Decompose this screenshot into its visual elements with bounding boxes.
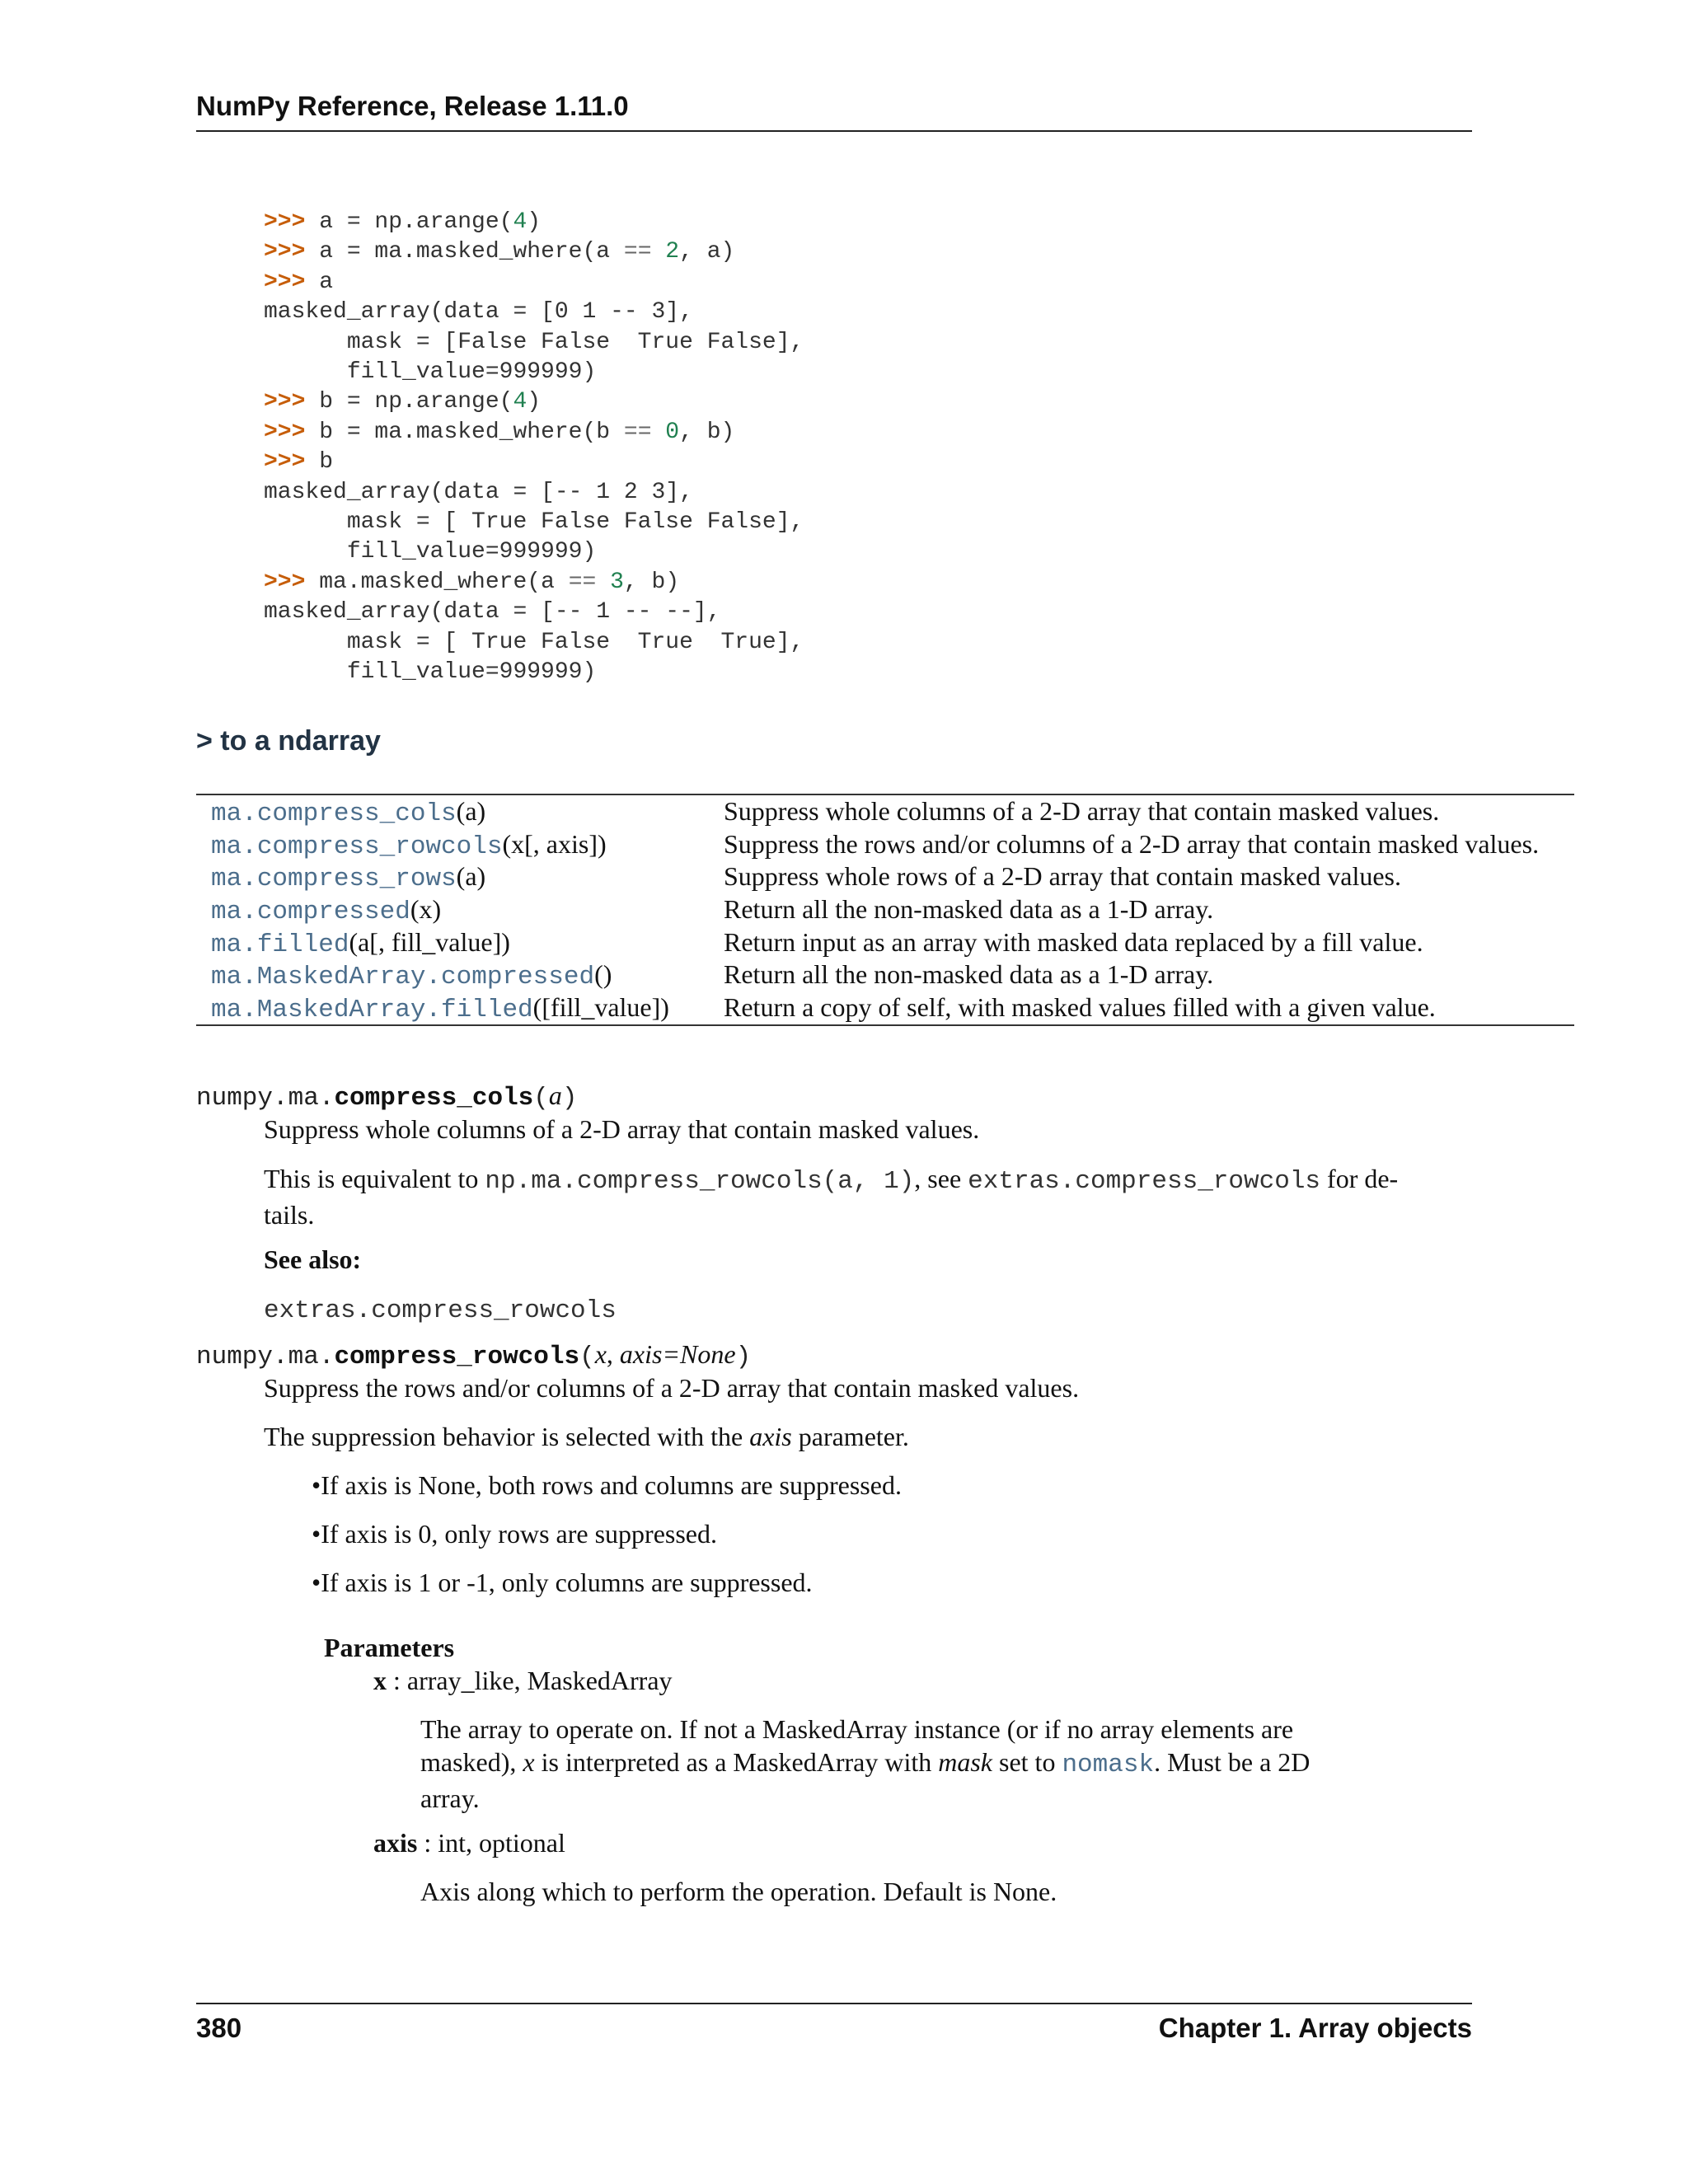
function-description: Return a copy of self, with masked values filled with a given value. <box>724 992 1436 1023</box>
function-link[interactable]: compressed <box>256 898 410 927</box>
function-description: Suppress the rows and/or columns of a 2-D array that contain masked values. <box>724 828 1540 859</box>
code-output: fill_value=999999) <box>264 359 597 386</box>
equivalence-note: This is equivalent to np.ma.compress_rowcols(a, 1), see extras.compress_rowcols for de- tails. <box>264 1164 1399 1230</box>
code-line: >>> ma.masked_where(a == 3, b) <box>264 569 680 595</box>
nomask-link[interactable]: nomask <box>1062 1750 1155 1779</box>
page-footer <box>196 2003 1472 2043</box>
function-name: compress_rowcols <box>334 1343 580 1371</box>
function-signature: numpy.ma.compress_rowcols(x, axis=None) <box>196 1339 752 1371</box>
function-ref[interactable]: ma.compress_cols(a) <box>211 796 486 828</box>
behavior-note: The suppression behavior is selected with the axis parameter. <box>264 1422 909 1451</box>
chapter-title: Chapter 1. Array objects <box>1158 2013 1472 2043</box>
code-output: masked_array(data = [0 1 -- 3], <box>264 299 693 326</box>
code-output: mask = [ True False True True], <box>264 629 804 655</box>
table-row <box>196 893 1574 926</box>
summary-table <box>196 794 1574 1026</box>
table-row <box>196 926 1574 959</box>
code-output: masked_array(data = [-- 1 2 3], <box>264 479 693 505</box>
code-output: masked_array(data = [-- 1 -- --], <box>264 599 721 626</box>
code-line: >>> a <box>264 269 334 295</box>
code-example <box>264 208 804 688</box>
function-ref[interactable]: ma.compress_rows(a) <box>211 861 486 894</box>
function-description: Return all the non-masked data as a 1-D array. <box>724 894 1214 925</box>
code-output: mask = [ True False False False], <box>264 509 804 536</box>
code-output: fill_value=999999) <box>264 539 597 565</box>
running-title: NumPy Reference, Release 1.11.0 <box>196 91 629 121</box>
code-output: mask = [False False True False], <box>264 329 804 355</box>
function-description: Return all the non-masked data as a 1-D array. <box>724 959 1214 990</box>
table-row <box>196 991 1574 1024</box>
param-x-description: The array to operate on. If not a MaskedArray instance (or if no array elements are masked), x is interpreted as a MaskedArray with mask set to nomask. Must be a 2D array. <box>420 1714 1311 1813</box>
function-ref[interactable]: ma.MaskedArray.compressed() <box>211 959 612 992</box>
function-ref[interactable]: ma.filled(a[, fill_value]) <box>211 926 510 959</box>
code-output: fill_value=999999) <box>264 659 597 686</box>
see-also-heading: See also: <box>264 1244 362 1274</box>
table-row <box>196 958 1574 991</box>
function-ref[interactable]: ma.MaskedArray.filled([fill_value]) <box>211 992 669 1025</box>
list-item: •If axis is 1 or -1, only columns are suppressed. <box>312 1568 813 1597</box>
code-line: >>> b <box>264 449 334 476</box>
code-line: >>> a = ma.masked_where(a == 2, a) <box>264 239 735 265</box>
table-row <box>196 795 1574 828</box>
function-description: Suppress whole columns of a 2-D array that contain masked values. <box>724 796 1440 826</box>
list-item: •If axis is 0, only rows are suppressed. <box>312 1519 717 1549</box>
code-line: >>> b = ma.masked_where(b == 0, b) <box>264 419 735 445</box>
table-row <box>196 828 1574 861</box>
list-item: •If axis is None, both rows and columns are suppressed. <box>312 1470 902 1500</box>
function-ref[interactable]: ma.compressed(x) <box>211 894 442 927</box>
function-link[interactable]: compress_rowcols <box>256 832 503 861</box>
section-heading: > to a ndarray <box>196 725 381 757</box>
page-header <box>196 91 1472 132</box>
code-line: >>> b = np.arange(4) <box>264 389 542 415</box>
table-row <box>196 860 1574 893</box>
function-link[interactable]: filled <box>256 930 349 959</box>
function-description: Return input as an array with masked data replaced by a fill value. <box>724 926 1423 957</box>
function-ref[interactable]: ma.compress_rowcols(x[, axis]) <box>211 828 607 861</box>
parameters-heading: Parameters <box>324 1633 455 1662</box>
see-also-item[interactable]: extras.compress_rowcols <box>264 1296 617 1325</box>
param-axis: axis : int, optional <box>373 1828 565 1858</box>
function-summary: Suppress the rows and/or columns of a 2-D array that contain masked values. <box>264 1373 1080 1403</box>
function-signature: numpy.ma.compress_cols(a) <box>196 1080 578 1113</box>
param-axis-description: Axis along which to perform the operation. Default is None. <box>420 1877 1057 1906</box>
function-description: Suppress whole rows of a 2-D array that contain masked values. <box>724 861 1401 892</box>
function-link[interactable]: filled <box>441 996 533 1025</box>
function-link[interactable]: compress_rows <box>256 865 457 894</box>
param-x: x : array_like, MaskedArray <box>373 1666 673 1695</box>
code-line: >>> a = np.arange(4) <box>264 209 542 235</box>
page-number: 380 <box>196 2013 242 2043</box>
function-name: compress_cols <box>334 1084 534 1113</box>
function-link[interactable]: compressed <box>441 963 595 992</box>
function-summary: Suppress whole columns of a 2-D array that contain masked values. <box>264 1114 980 1144</box>
function-link[interactable]: compress_cols <box>256 799 457 828</box>
